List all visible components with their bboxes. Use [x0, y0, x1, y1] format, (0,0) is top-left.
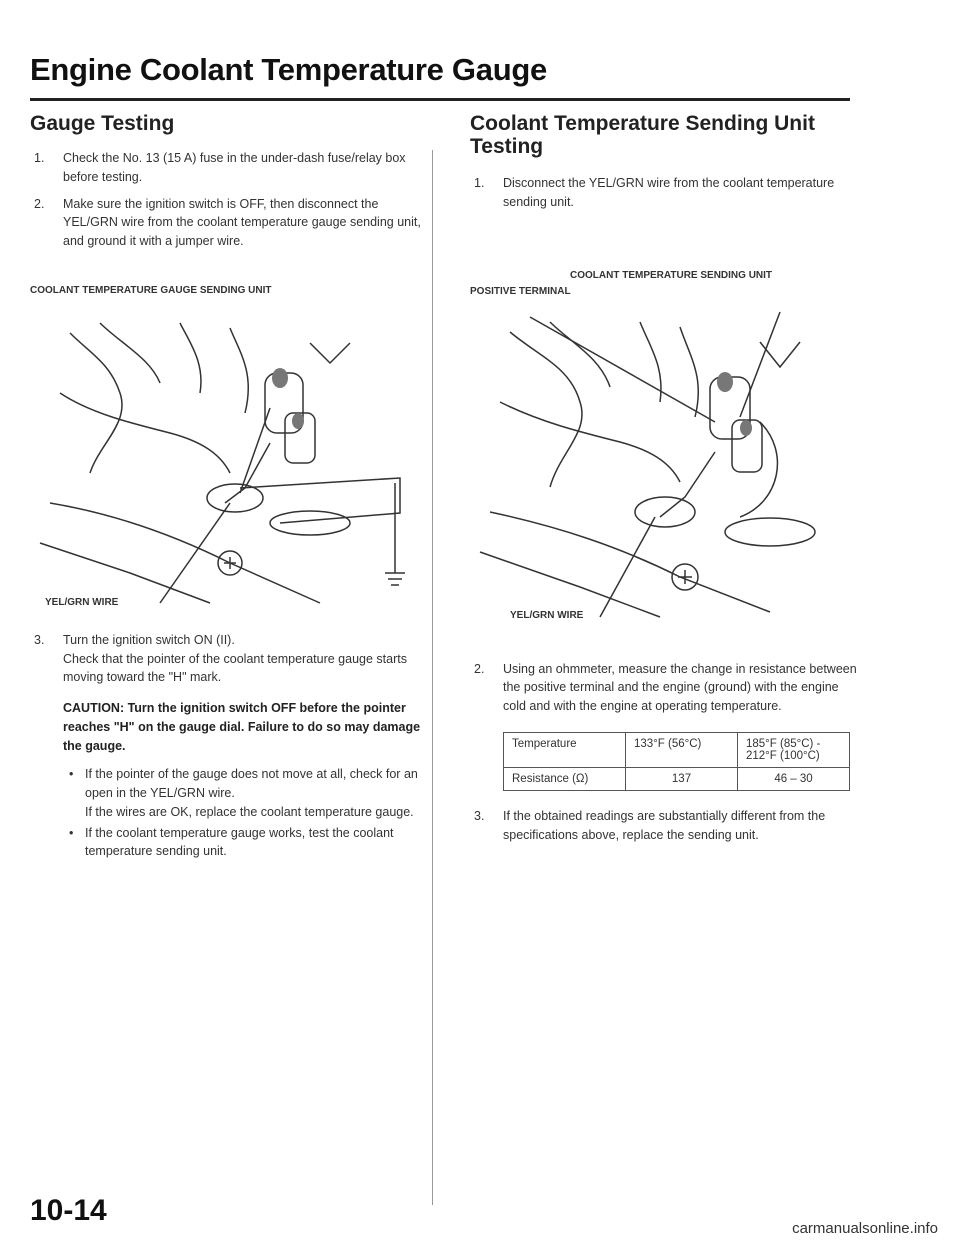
step-number: 2.: [34, 196, 45, 211]
figure-label-wire: YEL/GRN WIRE: [45, 596, 119, 608]
engine-illustration: [30, 303, 425, 613]
table-cell: 46 – 30: [738, 767, 850, 790]
table-cell: 137: [626, 767, 738, 790]
bullet-text: If the coolant temperature gauge works, test the coolant temperature sending unit.: [85, 825, 394, 859]
left-step-3: [30, 631, 433, 861]
table-row: [504, 732, 850, 767]
table-cell: Temperature: [504, 732, 626, 767]
step-number: 2.: [474, 661, 485, 676]
left-step-1: [30, 149, 433, 187]
caution-text: CAUTION: Turn the ignition switch OFF before the pointer reaches "H" on the gauge dial. Failure to do so may damage the gauge.: [63, 701, 421, 753]
title-rule: [30, 98, 850, 101]
figure-label-positive-terminal: POSITIVE TERMINAL: [470, 285, 571, 297]
sending-unit-testing-heading: Coolant Temperature Sending Unit Testing: [470, 112, 815, 159]
bullet-text: If the pointer of the gauge does not move at all, check for an open in the YEL/GRN wire.: [85, 767, 418, 801]
table-row: [504, 767, 850, 790]
right-step-3: [470, 807, 863, 845]
right-column: [470, 112, 880, 844]
step-text: Disconnect the YEL/GRN wire from the coolant temperature sending unit.: [503, 176, 835, 209]
bullet-dot: •: [69, 825, 74, 840]
bullet-item: [63, 765, 433, 821]
right-step-1: [470, 174, 863, 212]
gauge-sending-unit-figure: [30, 285, 425, 615]
sending-unit-figure: [470, 270, 870, 630]
table-cell: Resistance (Ω): [504, 767, 626, 790]
page-number: 10-14: [30, 1194, 107, 1227]
left-step-2: [30, 195, 433, 251]
bullet-text: If the wires are OK, replace the coolant temperature gauge.: [85, 804, 414, 819]
figure-label-sending-unit: COOLANT TEMPERATURE SENDING UNIT: [570, 269, 773, 281]
step-text: Using an ohmmeter, measure the change in resistance between the positive terminal and the engine (ground) with the engine cold and with the engine at operating temperature.: [503, 661, 857, 714]
step-text: Check the No. 13 (15 A) fuse in the under-dash fuse/relay box before testing.: [63, 151, 406, 184]
step-text: Turn the ignition switch ON (II).: [63, 632, 235, 647]
step-number: 3.: [34, 632, 45, 647]
step-detail: Check that the pointer of the coolant temperature gauge starts moving toward the "H" mark.: [63, 651, 407, 685]
gauge-testing-heading: Gauge Testing: [30, 112, 175, 135]
engine-illustration: [470, 302, 870, 622]
left-column: [30, 112, 450, 861]
step-text: Make sure the ignition switch is OFF, then disconnect the YEL/GRN wire from the coolant temperature gauge sending unit, and ground it with a jumper wire.: [63, 196, 421, 249]
table-cell: 133°F (56°C): [626, 732, 738, 767]
table-cell: 185°F (85°C) - 212°F (100°C): [738, 732, 850, 767]
step-number: 3.: [474, 808, 485, 823]
right-step-2: [470, 660, 863, 716]
step-text: If the obtained readings are substantially different from the specifications above, replace the sending unit.: [503, 808, 826, 842]
bullet-dot: •: [69, 767, 74, 782]
figure-label-sending-unit: COOLANT TEMPERATURE GAUGE SENDING UNIT: [30, 284, 272, 296]
bullet-item: [63, 824, 433, 862]
watermark-link[interactable]: carmanualsonline.info: [792, 1220, 938, 1237]
step-number: 1.: [34, 151, 45, 166]
step-number: 1.: [474, 176, 485, 191]
page-title: Engine Coolant Temperature Gauge: [30, 52, 547, 87]
figure-label-wire: YEL/GRN WIRE: [510, 609, 584, 621]
resistance-spec-table: [503, 732, 850, 791]
